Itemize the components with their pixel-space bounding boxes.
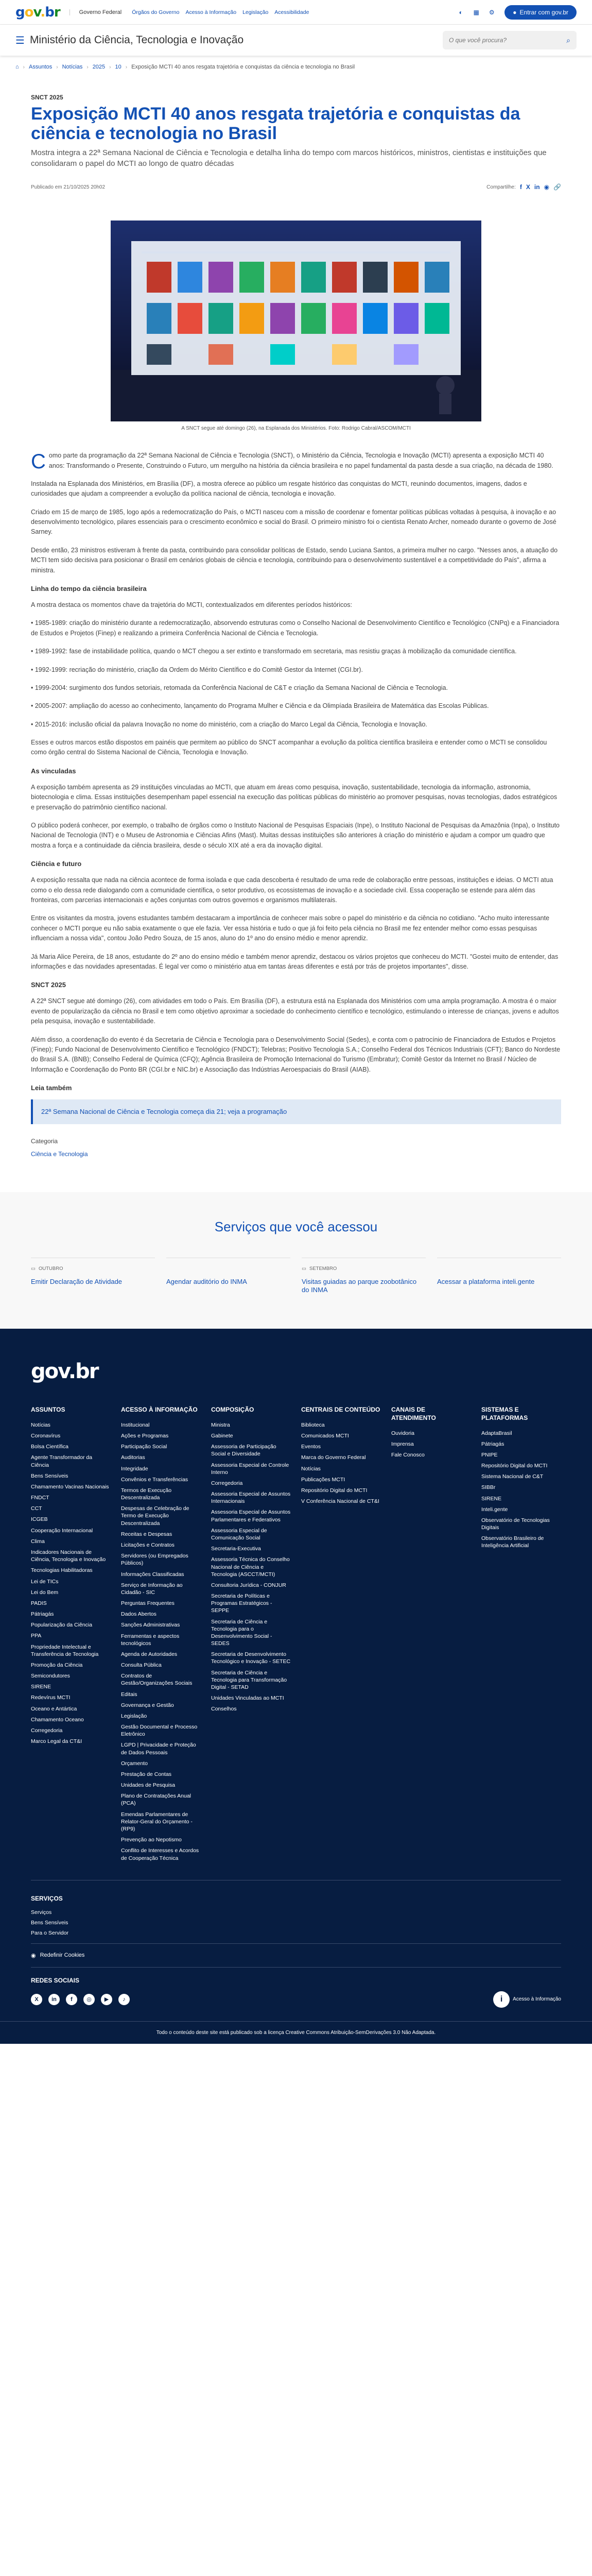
footer-link[interactable]: Marco Legal da CT&I <box>31 1738 82 1745</box>
article <box>31 94 561 1159</box>
footer-link[interactable]: Biblioteca <box>301 1421 325 1428</box>
instagram-icon[interactable]: ◎ <box>83 1994 95 2005</box>
paragraph: A exposição também apresenta as 29 instituições vinculadas ao MCTI, que atuam em áreas como pesquisa, inovação, sustentabilidade, tecnologia da informação, astronomia, biotecnologia e clima. Essas instituições desempenham papel essencial na execução das políticas públicas do ministério ao promover pesquisas, novas tecnologias, dados estratégicos e preservação do patrimônio científico nacional. <box>31 783 558 811</box>
footer-link[interactable]: Governança e Gestão <box>121 1702 174 1708</box>
publish-date: Publicado em 21/10/2025 20h02 <box>31 184 106 190</box>
footer-link[interactable]: Informações Classificadas <box>121 1571 184 1578</box>
footer-columns <box>31 1406 561 1865</box>
footer-link[interactable]: SIBBr <box>481 1484 496 1491</box>
paragraph: Além disso, a coordenação do evento é da Secretaria de Ciência e Tecnologia para o Desenvolvimento Social (Sedes), e conta com o patrocínio de Financiadora de Estudos e Projetos (Finep); Fundo Nacional de Desenvolvimento Científico e Tecnológico (FNDCT); Telebras; Positivo Tecnologia S.A.; Conselho Federal dos Técnicos Industriais (CFT); Banco do Nordeste do Brasil S.A. (BNB); Conselho Federal de Química (CFQ); Agência Brasileira de Promoção Internacional do Turismo (Embratur); Comitê Gestor da Internet no Brasil / Núcleo de Informação e Coordenação do Ponto BR (CGI.br e NIC.br) e Associação das Indústrias Aeroespaciais do Brasil (AIAB). <box>31 1036 561 1073</box>
link-icon[interactable]: 🔗 <box>553 183 561 191</box>
footer-link[interactable]: Bens Sensíveis <box>31 1919 68 1926</box>
footer-link[interactable]: Tecnologias Habilitadoras <box>31 1567 93 1574</box>
section-heading-snct: SNCT 2025 <box>31 981 66 989</box>
service-month: SETEMBRO <box>309 1266 337 1272</box>
access-info-badge[interactable] <box>493 1991 561 2008</box>
footer-link[interactable]: Inteli.gente <box>481 1506 508 1513</box>
footer-link[interactable]: Clima <box>31 1538 45 1545</box>
footer-link[interactable]: Serviços <box>31 1909 52 1916</box>
service-title[interactable]: Acessar a plataforma inteli.gente <box>437 1277 535 1285</box>
chevron-right-icon: › <box>86 64 89 70</box>
license-text: Todo o conteúdo deste site está publicado sob a licença Creative Commons Atribuição-SemDerivações 3.0 Não Adaptada. <box>0 2021 592 2044</box>
footer-link[interactable]: Consulta Pública <box>121 1662 162 1669</box>
footer-link[interactable]: PADIS <box>31 1600 47 1606</box>
service-card[interactable] <box>166 1258 290 1295</box>
footer-link[interactable]: Bolsa Científica <box>31 1444 68 1450</box>
footer-link[interactable]: Promoção da Ciência <box>31 1662 83 1668</box>
lead-text: omo parte da programação da 22ª Semana Nacional de Ciência e Tecnologia (SNCT), o Ministério da Ciência, Tecnologia e Inovação (MCTI) apresenta a exposição MCTI 40 anos: Transformando o Presente, Construindo o Futuro, um mergulho na história da ciência brasileira e no papel fundamental da pasta desde a sua criação, na década de 1980. <box>48 452 553 469</box>
timeline-item: • 2005-2007: ampliação do acesso ao conhecimento, lançamento do Programa Mulher e Ciência e da Olimpíada Brasileira de Matemática das Escolas Públicas. <box>31 702 489 710</box>
footer-column-title: ASSUNTOS <box>31 1406 65 1414</box>
footer-link[interactable]: Marca do Governo Federal <box>301 1454 366 1461</box>
footer-link[interactable]: Unidades Vinculadas ao MCTI <box>211 1695 284 1702</box>
facebook-icon[interactable]: f <box>519 183 522 191</box>
footer-link[interactable]: Para o Servidor <box>31 1929 68 1936</box>
calendar-icon: ▭ <box>302 1266 306 1272</box>
footer-link[interactable]: Ministra <box>211 1421 230 1428</box>
footer-link[interactable]: Eventos <box>301 1444 321 1450</box>
section-heading-timeline: Linha do tempo da ciência brasileira <box>31 584 147 592</box>
footer-link[interactable]: Integridade <box>121 1465 148 1472</box>
footer-govbr-logo[interactable]: gov.br <box>31 1360 98 1384</box>
footer-link[interactable]: Termos de Execução Descentralizada <box>121 1487 172 1501</box>
apps-grid-icon[interactable]: ▦ <box>473 8 479 16</box>
whatsapp-icon[interactable]: ◉ <box>544 183 550 191</box>
footer-column-title: SISTEMAS E PLATAFORMAS <box>481 1406 528 1421</box>
service-title[interactable]: Agendar auditório do INMA <box>166 1277 247 1285</box>
breadcrumb-noticias[interactable]: Notícias <box>62 64 83 70</box>
footer-services <box>31 1880 561 1936</box>
footer-link[interactable]: ICGEB <box>31 1516 48 1523</box>
paragraph: Criado em 15 de março de 1985, logo após a redemocratização do País, o MCTI nasceu com a missão de coordenar e fomentar políticas públicas voltadas à pesquisa, à inovação e ao desenvolvimento tecnológico, pilares essenciais para o crescimento econômico e social do Brasil. O primeiro ministro foi o cientista Renato Archer, nomeado durante o governo de José Sarney. <box>31 508 556 536</box>
hero-image <box>111 221 481 421</box>
footer-link[interactable]: Ouvidoria <box>391 1430 414 1436</box>
footer-link[interactable]: Despesas de Celebração de Termo de Execução Descentralizada <box>121 1505 189 1527</box>
user-icon: ● <box>513 8 517 16</box>
footer-link[interactable]: Assessoria Especial de Comunicação Social <box>211 1527 267 1541</box>
footer-column <box>391 1406 471 1865</box>
top-link-acessibilidade[interactable]: Acessibilidade <box>274 9 309 15</box>
service-card[interactable] <box>302 1258 426 1295</box>
footer <box>0 1329 592 2043</box>
article-meta <box>31 183 561 191</box>
social-title: REDES SOCIAIS <box>31 1976 80 1984</box>
access-label: Acesso à Informação <box>513 1996 561 2003</box>
footer-link[interactable]: Sanções Administrativas <box>121 1622 180 1629</box>
article-body <box>31 451 561 1159</box>
paragraph: Já Maria Alice Pereira, de 18 anos, estudante do 2º ano do ensino médio e também menor aprendiz, destacou os vários projetos que conheceu do MCTI. "Gostei muito de entender, das informações e das novidades apresentadas. É legal ver como o ministério atua em tantas áreas diferentes e está por trás de projetos importantes", disse. <box>31 953 559 970</box>
footer-column <box>31 1406 111 1865</box>
footer-link[interactable]: Semicondutores <box>31 1673 70 1680</box>
login-button[interactable] <box>504 5 577 20</box>
footer-column-title: ACESSO À INFORMAÇÃO <box>121 1406 198 1414</box>
footer-link[interactable]: LGPD | Privacidade e Proteção de Dados Pessoais <box>121 1742 196 1756</box>
share-bar <box>486 183 561 191</box>
cookies-label: Redefinir Cookies <box>40 1952 85 1959</box>
footer-link[interactable]: Emendas Parlamentares de Relator-Geral do Orçamento - (RP9) <box>121 1811 193 1832</box>
footer-column-title: COMPOSIÇÃO <box>211 1406 254 1414</box>
article-title: Exposição MCTI 40 anos resgata trajetória e conquistas da ciência e tecnologia no Brasil <box>31 104 520 144</box>
footer-link[interactable]: Propriedade Intelectual e Transferência de Tecnologia <box>31 1643 99 1657</box>
login-label: Entrar com gov.br <box>519 8 568 16</box>
footer-link[interactable]: Plano de Contratações Anual (PCA) <box>121 1793 191 1807</box>
footer-link[interactable]: Gestão Documental e Processo Eletrônico <box>121 1724 198 1738</box>
footer-column-title: CENTRAIS DE CONTEÚDO <box>301 1406 380 1414</box>
paragraph: Entre os visitantes da mostra, jovens estudantes também destacaram a importância de conhecer mais sobre o papel do ministério e da ciência no cotidiano. "Acho muito interessante conhecer o MCTI porque eu não sabia exatamente o que ele fazia. Ver essa história e tudo o que já foi feito pela ciência no Brasil me fez entender melhor como essas pesquisas influenciam a nossa vida", contou João Pedro Souza, de 15 anos, aluno do 1º ano do ensino médio e menor aprendiz. <box>31 914 550 942</box>
footer-link[interactable]: Corregedoria <box>31 1727 63 1734</box>
share-label: Compartilhe: <box>486 184 516 190</box>
service-title[interactable]: Emitir Declaração de Atividade <box>31 1277 123 1285</box>
paragraph: O público poderá conhecer, por exemplo, o trabalho de órgãos como o Instituto Nacional de Pesquisas Espaciais (Inpe), o Instituto Nacional de Pesquisas da Amazônia (Inpa), o Instituto Nacional de Tecnologia (INT) e o Museu de Astronomia e Ciências Afins (Mast). Muitas dessas instituições são anteriores à criação do ministério e ajudam a compor um quadro que mostra a força e a continuidade da ciência brasileira, desde o século XIX até a era da inovação digital. <box>31 822 560 849</box>
info-icon: i <box>493 1991 510 2008</box>
footer-link[interactable]: PNIPE <box>481 1451 498 1458</box>
x-twitter-icon[interactable]: X <box>526 183 530 191</box>
footer-link[interactable]: Secretaria de Políticas e Programas Estratégicos - SEPPE <box>211 1593 272 1614</box>
timeline-item: • 1992-1999: recriação do ministério, criação da Ordem do Mérito Científico e do Comitê Gestor da Internet (CGI.br). <box>31 666 363 673</box>
footer-column <box>481 1406 561 1865</box>
footer-link[interactable]: Servidores (ou Empregados Públicos) <box>121 1553 188 1567</box>
footer-link[interactable]: Convênios e Transferências <box>121 1476 188 1483</box>
article-subtitle: Mostra integra a 22ª Semana Nacional de Ciência e Tecnologia e detalha linha do tempo com marcos históricos, ministros, cientistas e instituições que consolidaram o papel do MCTI ao longo de quatro décadas <box>31 148 547 168</box>
footer-link[interactable]: Chamamento Vacinas Nacionais <box>31 1483 109 1490</box>
footer-link[interactable]: Oceano e Antártica <box>31 1705 77 1712</box>
footer-link[interactable]: Pátriagás <box>481 1440 504 1447</box>
footer-link[interactable]: Secretaria de Desenvolvimento Tecnológico e Inovação - SETEC <box>211 1651 291 1665</box>
footer-link[interactable]: Comunicados MCTI <box>301 1433 349 1439</box>
hamburger-menu-icon[interactable]: ☰ <box>15 35 25 46</box>
calendar-icon: ▭ <box>31 1266 36 1272</box>
footer-column <box>121 1406 201 1865</box>
footer-link[interactable]: Assessoria de Participação Social e Diversidade <box>211 1444 276 1458</box>
footer-services-title: SERVIÇOS <box>31 1894 63 1902</box>
footer-link[interactable]: Chamamento Oceano <box>31 1716 84 1723</box>
footer-link[interactable]: Ações e Programas <box>121 1433 169 1439</box>
footer-link[interactable]: Coronavírus <box>31 1433 61 1439</box>
footer-link[interactable]: Unidades de Pesquisa <box>121 1782 176 1789</box>
linkedin-icon[interactable]: in <box>48 1994 60 2005</box>
breadcrumb-current: Exposição MCTI 40 anos resgata trajetória e conquistas da ciência e tecnologia no Brasil <box>131 64 355 70</box>
top-link-legislacao[interactable]: Legislação <box>242 9 269 15</box>
footer-link[interactable]: Participação Social <box>121 1444 167 1450</box>
footer-link[interactable]: Bens Sensíveis <box>31 1472 68 1479</box>
related-article-link[interactable]: 22ª Semana Nacional de Ciência e Tecnologia começa dia 21; veja a programação <box>31 1099 561 1124</box>
top-icons <box>455 5 577 20</box>
chevron-right-icon: › <box>56 64 58 70</box>
lead-paragraph <box>31 451 561 471</box>
service-month: OUTUBRO <box>38 1266 63 1272</box>
footer-link[interactable]: Secretaria de Ciência e Tecnologia para o Desenvolvimento Social - SEDES <box>211 1618 272 1647</box>
footer-link[interactable]: Auditorias <box>121 1454 145 1461</box>
paragraph: Instalada na Esplanada dos Ministérios, em Brasília (DF), a mostra oferece ao público um resgate histórico das conquistas do MCTI, reunindo documentos, imagens, dados e curiosidades que ajudam a compreender a evolução da política nacional de ciência, tecnologia e inovação. <box>31 480 527 498</box>
footer-link[interactable]: Conflito de Interesses e Acordos de Cooperação Técnica <box>121 1848 199 1861</box>
footer-link[interactable]: Lei do Bem <box>31 1589 59 1596</box>
cookie-icon: ◉ <box>31 1952 36 1959</box>
footer-link[interactable]: Conselhos <box>211 1706 237 1713</box>
footer-link[interactable]: Cooperação Internacional <box>31 1527 93 1534</box>
section-heading-leia: Leia também <box>31 1084 72 1092</box>
timeline-item: • 1989-1992: fase de instabilidade política, quando o MCT chegou a ser extinto e transformado em secretaria, mas resistiu graças à mobilização da comunidade científica. <box>31 648 517 655</box>
search-input[interactable] <box>449 37 566 44</box>
service-title[interactable]: Visitas guiadas ao parque zoobotânico do INMA <box>302 1277 417 1294</box>
breadcrumb-year[interactable]: 2025 <box>92 64 106 70</box>
footer-link[interactable]: Indicadores Nacionais de Ciência, Tecnologia e Inovação <box>31 1549 106 1563</box>
footer-link[interactable]: Notícias <box>301 1465 321 1472</box>
breadcrumb <box>0 56 592 78</box>
services-grid <box>31 1258 561 1295</box>
footer-link[interactable]: FNDCT <box>31 1495 49 1501</box>
top-link-orgaos[interactable]: Órgãos do Governo <box>132 9 180 15</box>
footer-link[interactable]: Consultoria Jurídica - CONJUR <box>211 1582 286 1588</box>
footer-link[interactable]: Prevenção ao Nepotismo <box>121 1837 182 1843</box>
breadcrumb-assuntos[interactable]: Assuntos <box>29 64 53 70</box>
footer-link[interactable]: Redevírus MCTI <box>31 1694 71 1701</box>
footer-link[interactable]: Agenda de Autoridades <box>121 1651 178 1657</box>
footer-link[interactable]: Assessoria Especial de Assuntos Parlamentares e Federativos <box>211 1509 291 1523</box>
footer-link[interactable]: Serviço de Informação ao Cidadão - SIC <box>121 1582 183 1596</box>
social-section <box>31 1967 561 2008</box>
linkedin-icon[interactable]: in <box>534 183 540 191</box>
youtube-icon[interactable]: ▶ <box>101 1994 112 2005</box>
footer-link[interactable]: SIRENE <box>481 1495 502 1502</box>
home-icon[interactable]: ⌂ <box>15 64 19 70</box>
footer-link[interactable]: Assessoria Especial de Assuntos Internacionais <box>211 1491 291 1505</box>
footer-link[interactable]: Corregedoria <box>211 1480 243 1486</box>
footer-link[interactable]: Receitas e Despesas <box>121 1531 172 1537</box>
service-card[interactable] <box>437 1258 561 1295</box>
services-section <box>0 1192 592 1329</box>
section-heading-futuro: Ciência e futuro <box>31 860 82 868</box>
footer-link[interactable]: Perguntas Frequentes <box>121 1600 175 1607</box>
footer-link[interactable]: Imprensa <box>391 1440 414 1447</box>
footer-link[interactable]: CCT <box>31 1505 42 1512</box>
footer-link[interactable]: Observatório de Tecnologias Digitais <box>481 1517 550 1531</box>
footer-column-title: CANAIS DE ATENDIMENTO <box>391 1406 436 1421</box>
footer-link[interactable]: Pátriagás <box>31 1611 54 1618</box>
search-icon[interactable]: ⌕ <box>566 36 570 44</box>
category-label: Categoria <box>31 1138 58 1145</box>
facebook-icon[interactable]: f <box>66 1994 77 2005</box>
top-link-acesso[interactable]: Acesso à Informação <box>185 9 237 15</box>
footer-link[interactable]: Observatório Brasileiro de Inteligência Artificial <box>481 1535 544 1549</box>
footer-link[interactable]: Editais <box>121 1691 137 1698</box>
timeline-item: • 1999-2004: surgimento dos fundos setoriais, retomada da Conferência Nacional de C&T e criação da Semana Nacional de Ciência e Tecnologia. <box>31 684 448 691</box>
footer-link[interactable]: Lei de TICs <box>31 1578 59 1585</box>
footer-link[interactable]: Ferramentas e aspectos tecnológicos <box>121 1633 180 1647</box>
footer-link[interactable]: Fale Conosco <box>391 1451 425 1458</box>
service-month-tag <box>302 1265 426 1273</box>
paragraph: A 22ª SNCT segue até domingo (26), com atividades em todo o País. Em Brasília (DF), a estrutura está na Esplanada dos Ministérios com uma ampla programação. A mostra é o maior evento de popularização da ciência no Brasil e tem como objetivo aproximar a sociedade do conhecimento científico e tecnológico, estimulando o interesse de crianças, jovens e adultos pela pesquisa, inovação e sustentabilidade. <box>31 997 559 1025</box>
article-kicker: SNCT 2025 <box>31 94 63 101</box>
cookie-icon[interactable]: ⚙ <box>489 8 495 16</box>
category-value[interactable]: Ciência e Tecnologia <box>31 1150 88 1158</box>
chevron-right-icon: › <box>23 64 25 70</box>
footer-link[interactable]: Dados Abertos <box>121 1611 156 1618</box>
footer-link[interactable]: Secretaria-Executiva <box>211 1546 261 1552</box>
paragraph: Desde então, 23 ministros estiveram à frente da pasta, contribuindo para consolidar políticas de Estado, sendo Luciana Santos, a primeira mulher no cargo. "Nesses anos, a atuação do MCTI tem sido decisiva para posicionar o Brasil em cenários globais de ciência e tecnologia, contribuindo para o desenvolvimento sustentável e a competitividade do País", afirma a ministra. <box>31 546 558 574</box>
timeline-item: • 1985-1989: criação do ministério durante a redemocratização, absorvendo estruturas como o Conselho Nacional de Desenvolvimento Científico e Tecnológico (CNPq) e a Financiadora de Estudos e Projetos (Finep) e realizando a primeira Conferência Nacional de Ciência e Tecnologia. <box>31 619 560 637</box>
redefine-cookies[interactable] <box>31 1943 561 1959</box>
footer-link[interactable]: SIRENE <box>31 1684 51 1690</box>
section-heading-vinculadas: As vinculadas <box>31 767 76 775</box>
drop-cap: C <box>31 450 46 473</box>
footer-link[interactable]: Licitações e Contratos <box>121 1542 175 1548</box>
x-twitter-icon[interactable]: X <box>31 1994 42 2005</box>
footer-link[interactable]: PPA <box>31 1633 42 1639</box>
footer-link[interactable]: Popularização da Ciência <box>31 1622 93 1629</box>
timeline-item: • 2015-2016: inclusão oficial da palavra Inovação no nome do ministério, com a criação do Marco Legal da Ciência, Tecnologia e Inovação. <box>31 720 427 728</box>
footer-link[interactable]: Gabinete <box>211 1433 233 1439</box>
breadcrumb-month[interactable]: 10 <box>115 64 121 70</box>
service-month-tag <box>166 1265 290 1273</box>
footer-link[interactable]: Repositório Digital do MCTI <box>481 1463 548 1469</box>
search-box <box>443 31 577 49</box>
footer-link[interactable]: Orçamento <box>121 1760 148 1767</box>
tiktok-icon[interactable]: ♪ <box>118 1994 130 2005</box>
footer-link[interactable]: Publicações MCTI <box>301 1476 345 1483</box>
footer-link[interactable]: Prestação de Contas <box>121 1771 172 1777</box>
image-caption: A SNCT segue até domingo (26), na Esplanada dos Ministérios. Foto: Rodrigo Cabral/ASCOM/MCTI <box>181 426 411 432</box>
footer-link[interactable]: Assessoria Técnica do Conselho Nacional de Ciência e Tecnologia (ASCCT/MCTI) <box>211 1556 290 1578</box>
exhibition-photo <box>111 221 481 421</box>
footer-link[interactable]: Institucional <box>121 1421 150 1428</box>
service-card[interactable] <box>31 1258 155 1295</box>
social-row <box>31 1991 561 2008</box>
paragraph: A mostra destaca os momentos chave da trajetória do MCTI, contextualizados em diferentes períodos históricos: <box>31 601 352 609</box>
service-month-tag <box>437 1265 561 1273</box>
footer-link[interactable]: Legislação <box>121 1713 147 1719</box>
paragraph: A exposição ressalta que nada na ciência acontece de forma isolada e que cada descoberta é resultado de uma rede de colaboração entre pessoas, instituições e ideias. O MCTI atua como o elo dessa rede dialogando com a comunidade científica, o setor produtivo, os ecossistemas de inovação e a sociedade civil. Essa cooperação se estende para além das fronteiras, com parcerias internacionais e ações conjuntas com outros governos e organismos multilaterais. <box>31 876 553 904</box>
gov-org-label: Governo Federal <box>69 9 122 15</box>
services-title: Serviços que você acessou <box>214 1218 378 1234</box>
footer-link[interactable]: Repositório Digital do MCTI <box>301 1487 368 1494</box>
site-title[interactable]: Ministério da Ciência, Tecnologia e Inovação <box>29 34 244 46</box>
contrast-icon[interactable]: ◐ <box>459 8 463 16</box>
paragraph: Esses e outros marcos estão dispostos em painéis que permitem ao público do SNCT acompanhar a evolução da política científica brasileira e entender como o MCTI se consolidou como órgão central do Sistema Nacional de Ciência, Tecnologia e Inovação. <box>31 739 547 756</box>
footer-link[interactable]: AdaptaBrasil <box>481 1430 512 1436</box>
service-month-tag <box>31 1265 155 1273</box>
site-header <box>0 25 592 56</box>
footer-column <box>211 1406 291 1865</box>
footer-link[interactable]: Agente Transformador da Ciência <box>31 1454 93 1468</box>
footer-link[interactable]: Notícias <box>31 1421 50 1428</box>
footer-link[interactable]: Secretaria de Ciência e Tecnologia para Transformação Digital - SETAD <box>211 1669 287 1690</box>
govbr-logo[interactable]: gov.br <box>15 4 60 20</box>
chevron-right-icon: › <box>125 64 128 70</box>
footer-link[interactable]: Assessoria Especial de Controle Interno <box>211 1462 289 1476</box>
footer-column <box>301 1406 381 1865</box>
top-links <box>132 9 309 15</box>
footer-link[interactable]: Contratos de Gestão/Organizações Sociais <box>121 1673 193 1687</box>
footer-link[interactable]: V Conferência Nacional de CT&I <box>301 1498 379 1505</box>
top-bar <box>0 0 592 25</box>
footer-link[interactable]: Sistema Nacional de C&T <box>481 1473 544 1480</box>
chevron-right-icon: › <box>109 64 111 70</box>
